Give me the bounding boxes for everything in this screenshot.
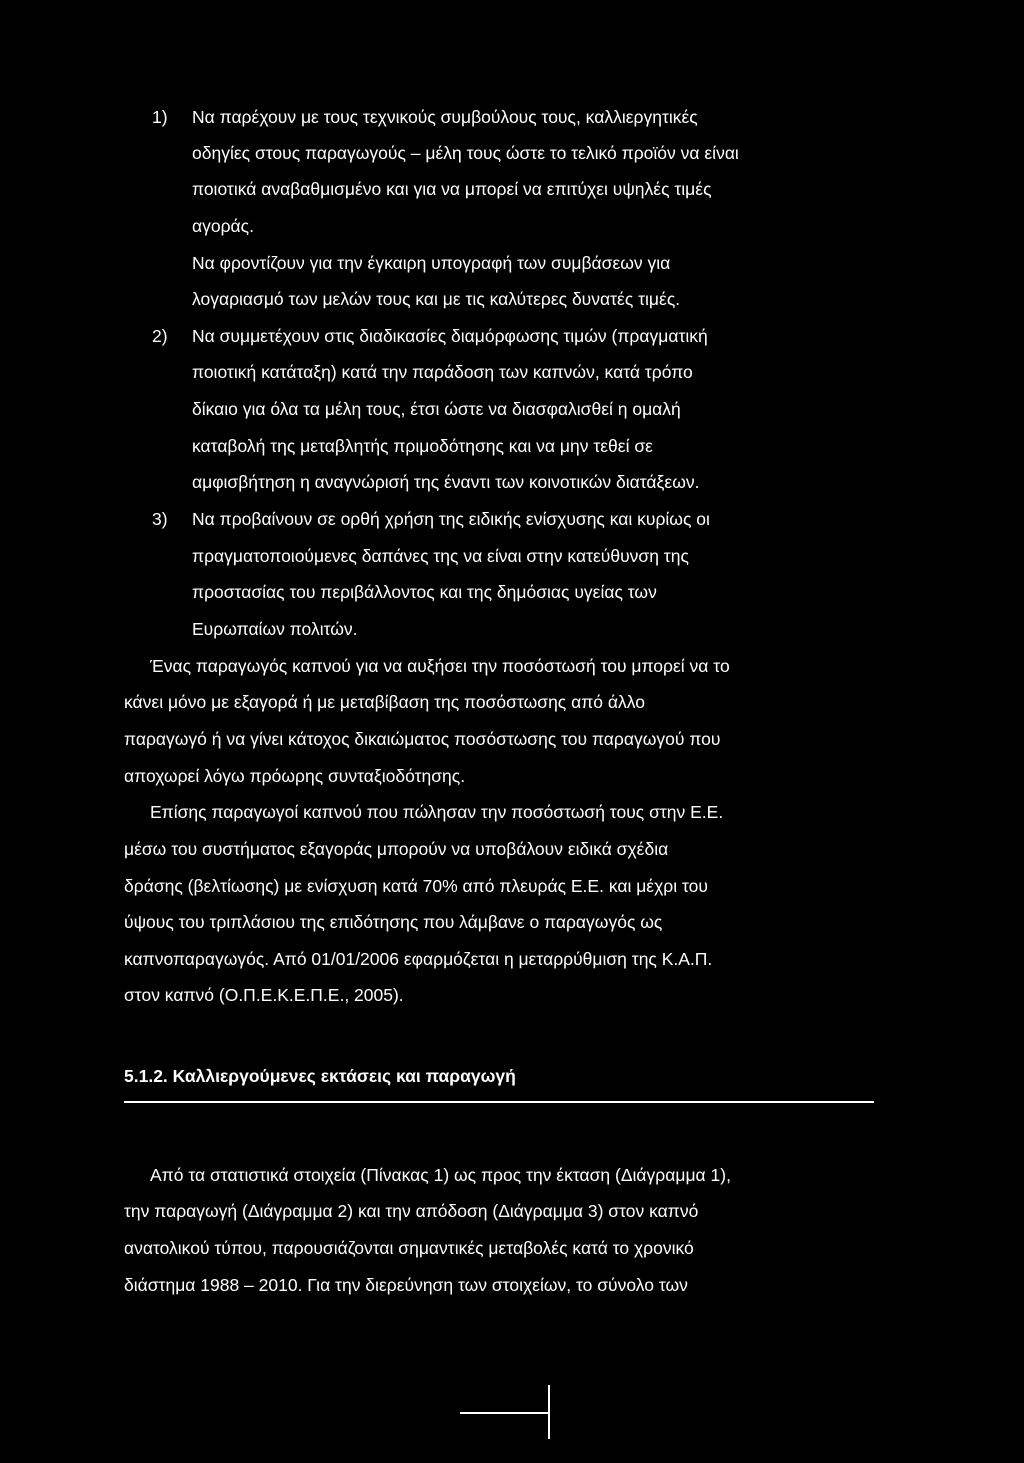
list-item-1-line-6: λογαριασμό των μελών τους και με τις καλύτερες δυνατές τιμές. (192, 289, 681, 309)
paragraph-2-line-5: καπνοπαραγωγός. Από 01/01/2006 εφαρμόζεται η μεταρρύθμιση της Κ.Α.Π. (124, 949, 713, 969)
paragraph-3-line-4: διάστημα 1988 – 2010. Για την διερεύνηση των στοιχείων, το σύνολο των (124, 1275, 688, 1295)
section-title: 5.1.2. Καλλιεργούμενες εκτάσεις και παραγωγή (124, 1066, 516, 1086)
paragraph-2-line-6: στον καπνό (Ο.Π.Ε.Κ.Ε.Π.Ε., 2005). (124, 985, 404, 1005)
list-item-2-line-4: καταβολή της μεταβλητής πριμοδότησης και να μην τεθεί σε (192, 436, 653, 456)
list-item-3-line-3: προστασίας του περιβάλλοντος και της δημόσιας υγείας των (192, 582, 657, 602)
paragraph-1-line-1: Ένας παραγωγός καπνού για να αυξήσει την ποσόστωσή του μπορεί να το (150, 656, 730, 676)
paragraph-3-line-1: Από τα στατιστικά στοιχεία (Πίνακας 1) ως προς την έκταση (Διάγραμμα 1), (150, 1165, 731, 1185)
paragraph-3-line-2: την παραγωγή (Διάγραμμα 2) και την απόδοση (Διάγραμμα 3) στον καπνό (124, 1201, 699, 1221)
list-item-2-line-1: Να συμμετέχουν στις διαδικασίες διαμόρφωσης τιμών (πραγματική (192, 326, 708, 346)
list-item-2-line-2: ποιοτική κατάταξη) κατά την παράδοση των καπνών, κατά τρόπο (192, 362, 693, 382)
paragraph-2-line-3: δράσης (βελτίωσης) με ενίσχυση κατά 70% από πλευράς Ε.Ε. και μέχρι του (124, 876, 708, 896)
list-item-1-line-1: Να παρέχουν με τους τεχνικούς συμβούλους τους, καλλιεργητικές (192, 107, 698, 127)
list-item-3-line-4: Ευρωπαίων πολιτών. (192, 619, 358, 639)
list-item-2-line-3: δίκαιο για όλα τα μέλη τους, έτσι ώστε να διασφαλισθεί η ομαλή (192, 399, 681, 419)
paragraph-2-line-4: ύψους του τριπλάσιου της επιδότησης που λάμβανε ο παραγωγός ως (124, 912, 663, 932)
paragraph-1-line-3: παραγωγό ή να γίνει κάτοχος δικαιώματος ποσόστωσης του παραγωγού που (124, 729, 721, 749)
paragraph-2-line-1: Επίσης παραγωγοί καπνού που πώλησαν την ποσόστωσή τους στην Ε.Ε. (150, 802, 724, 822)
paragraph-2-line-2: μέσω του συστήματος εξαγοράς μπορούν να υποβάλουν ειδικά σχέδια (124, 839, 669, 859)
list-item-3-number: 3) (152, 509, 168, 529)
list-item-3-line-1: Να προβαίνουν σε ορθή χρήση της ειδικής ενίσχυσης και κυρίως οι (192, 509, 710, 529)
paragraph-1-line-2: κάνει μόνο με εξαγορά ή με μεταβίβαση της ποσόστωσης από άλλο (124, 692, 645, 712)
section-rule (124, 1101, 874, 1103)
footer-vertical-mark (548, 1385, 550, 1439)
list-item-1-line-4: αγοράς. (192, 216, 254, 236)
paragraph-1-line-4: αποχωρεί λόγω πρόωρης συνταξιοδότησης. (124, 766, 466, 786)
footer-rule (460, 1412, 548, 1414)
list-item-2-number: 2) (152, 326, 168, 346)
list-item-3-line-2: πραγματοποιούμενες δαπάνες της να είναι στην κατεύθυνση της (192, 546, 689, 566)
list-item-1-line-3: ποιοτικά αναβαθμισμένο και για να μπορεί να επιτύχει υψηλές τιμές (192, 179, 712, 199)
paragraph-3-line-3: ανατολικού τύπου, παρουσιάζονται σημαντικές μεταβολές κατά το χρονικό (124, 1238, 694, 1258)
list-item-2-line-5: αμφισβήτηση η αναγνώρισή της έναντι των κοινοτικών διατάξεων. (192, 472, 700, 492)
list-item-1-line-5: Να φροντίζουν για την έγκαιρη υπογραφή των συμβάσεων για (192, 253, 671, 273)
list-item-1-line-2: οδηγίες στους παραγωγούς – μέλη τους ώστε το τελικό προϊόν να είναι (192, 143, 739, 163)
list-item-1-number: 1) (152, 107, 168, 127)
